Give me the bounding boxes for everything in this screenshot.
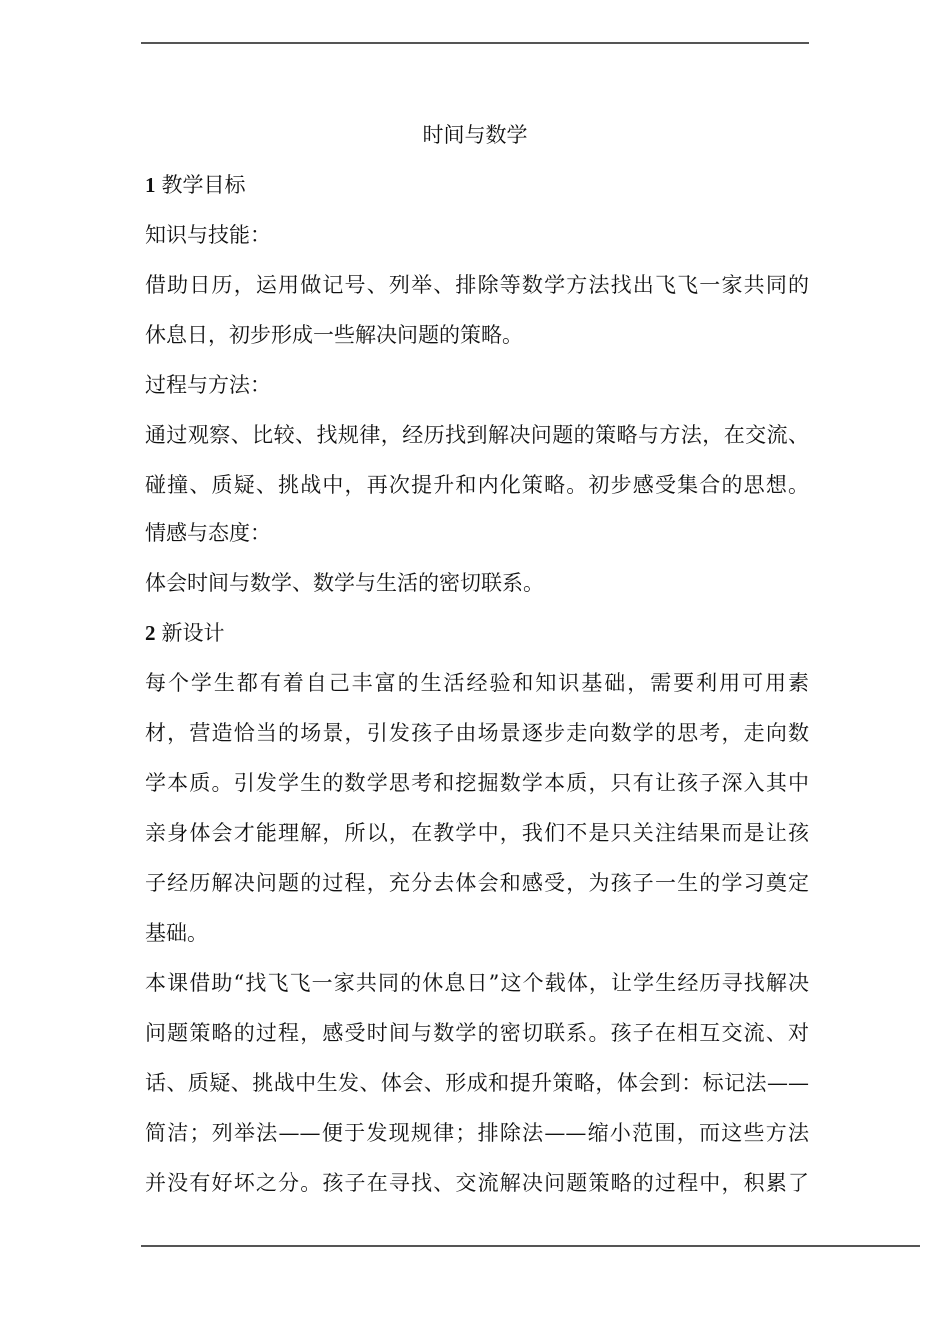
subheading-process: 过程与方法：	[145, 373, 271, 397]
text-line: 每个学生都有着自己丰富的生活经验和知识基础，需要利用可用素	[145, 671, 809, 695]
subheading-knowledge: 知识与技能：	[145, 223, 271, 247]
header-rule	[141, 42, 809, 44]
section-number: 1	[145, 173, 156, 197]
text-line: 话、质疑、挑战中生发、体会、形成和提升策略，体会到：标记法——	[145, 1071, 809, 1095]
text-line: 子经历解决问题的过程，充分去体会和感受，为孩子一生的学习奠定	[145, 871, 809, 895]
text-line: 借助日历，运用做记号、列举、排除等数学方法找出飞飞一家共同的	[145, 273, 809, 297]
text-line: 体会时间与数学、数学与生活的密切联系。	[145, 571, 544, 595]
text-line: 简洁；列举法——便于发现规律；排除法——缩小范围，而这些方法	[145, 1121, 809, 1145]
text-line: 通过观察、比较、找规律，经历找到解决问题的策略与方法，在交流、	[145, 423, 809, 447]
text-line: 碰撞、质疑、挑战中，再次提升和内化策略。初步感受集合的思想。	[145, 473, 809, 497]
section-number: 2	[145, 621, 156, 645]
document-title: 时间与数学	[422, 123, 528, 147]
text-line: 并没有好坏之分。孩子在寻找、交流解决问题策略的过程中，积累了	[145, 1171, 809, 1195]
section-label: 新设计	[161, 621, 225, 645]
text-line: 休息日，初步形成一些解决问题的策略。	[145, 323, 523, 347]
text-line: 材，营造恰当的场景，引发孩子由场景逐步走向数学的思考，走向数	[145, 721, 809, 745]
text-line: 学本质。引发学生的数学思考和挖掘数学本质，只有让孩子深入其中	[145, 771, 809, 795]
text-line: 问题策略的过程，感受时间与数学的密切联系。孩子在相互交流、对	[145, 1021, 809, 1045]
text-line: 本课借助“找飞飞一家共同的休息日”这个载体，让学生经历寻找解决	[145, 971, 809, 995]
section-heading-new-design	[145, 618, 809, 648]
section-heading-objectives	[145, 170, 809, 200]
section-label: 教学目标	[161, 173, 246, 197]
text-line: 基础。	[145, 921, 208, 945]
footer-rule	[141, 1245, 920, 1247]
subheading-emotion: 情感与态度：	[145, 521, 271, 545]
text-line: 亲身体会才能理解，所以，在教学中，我们不是只关注结果而是让孩	[145, 821, 809, 845]
